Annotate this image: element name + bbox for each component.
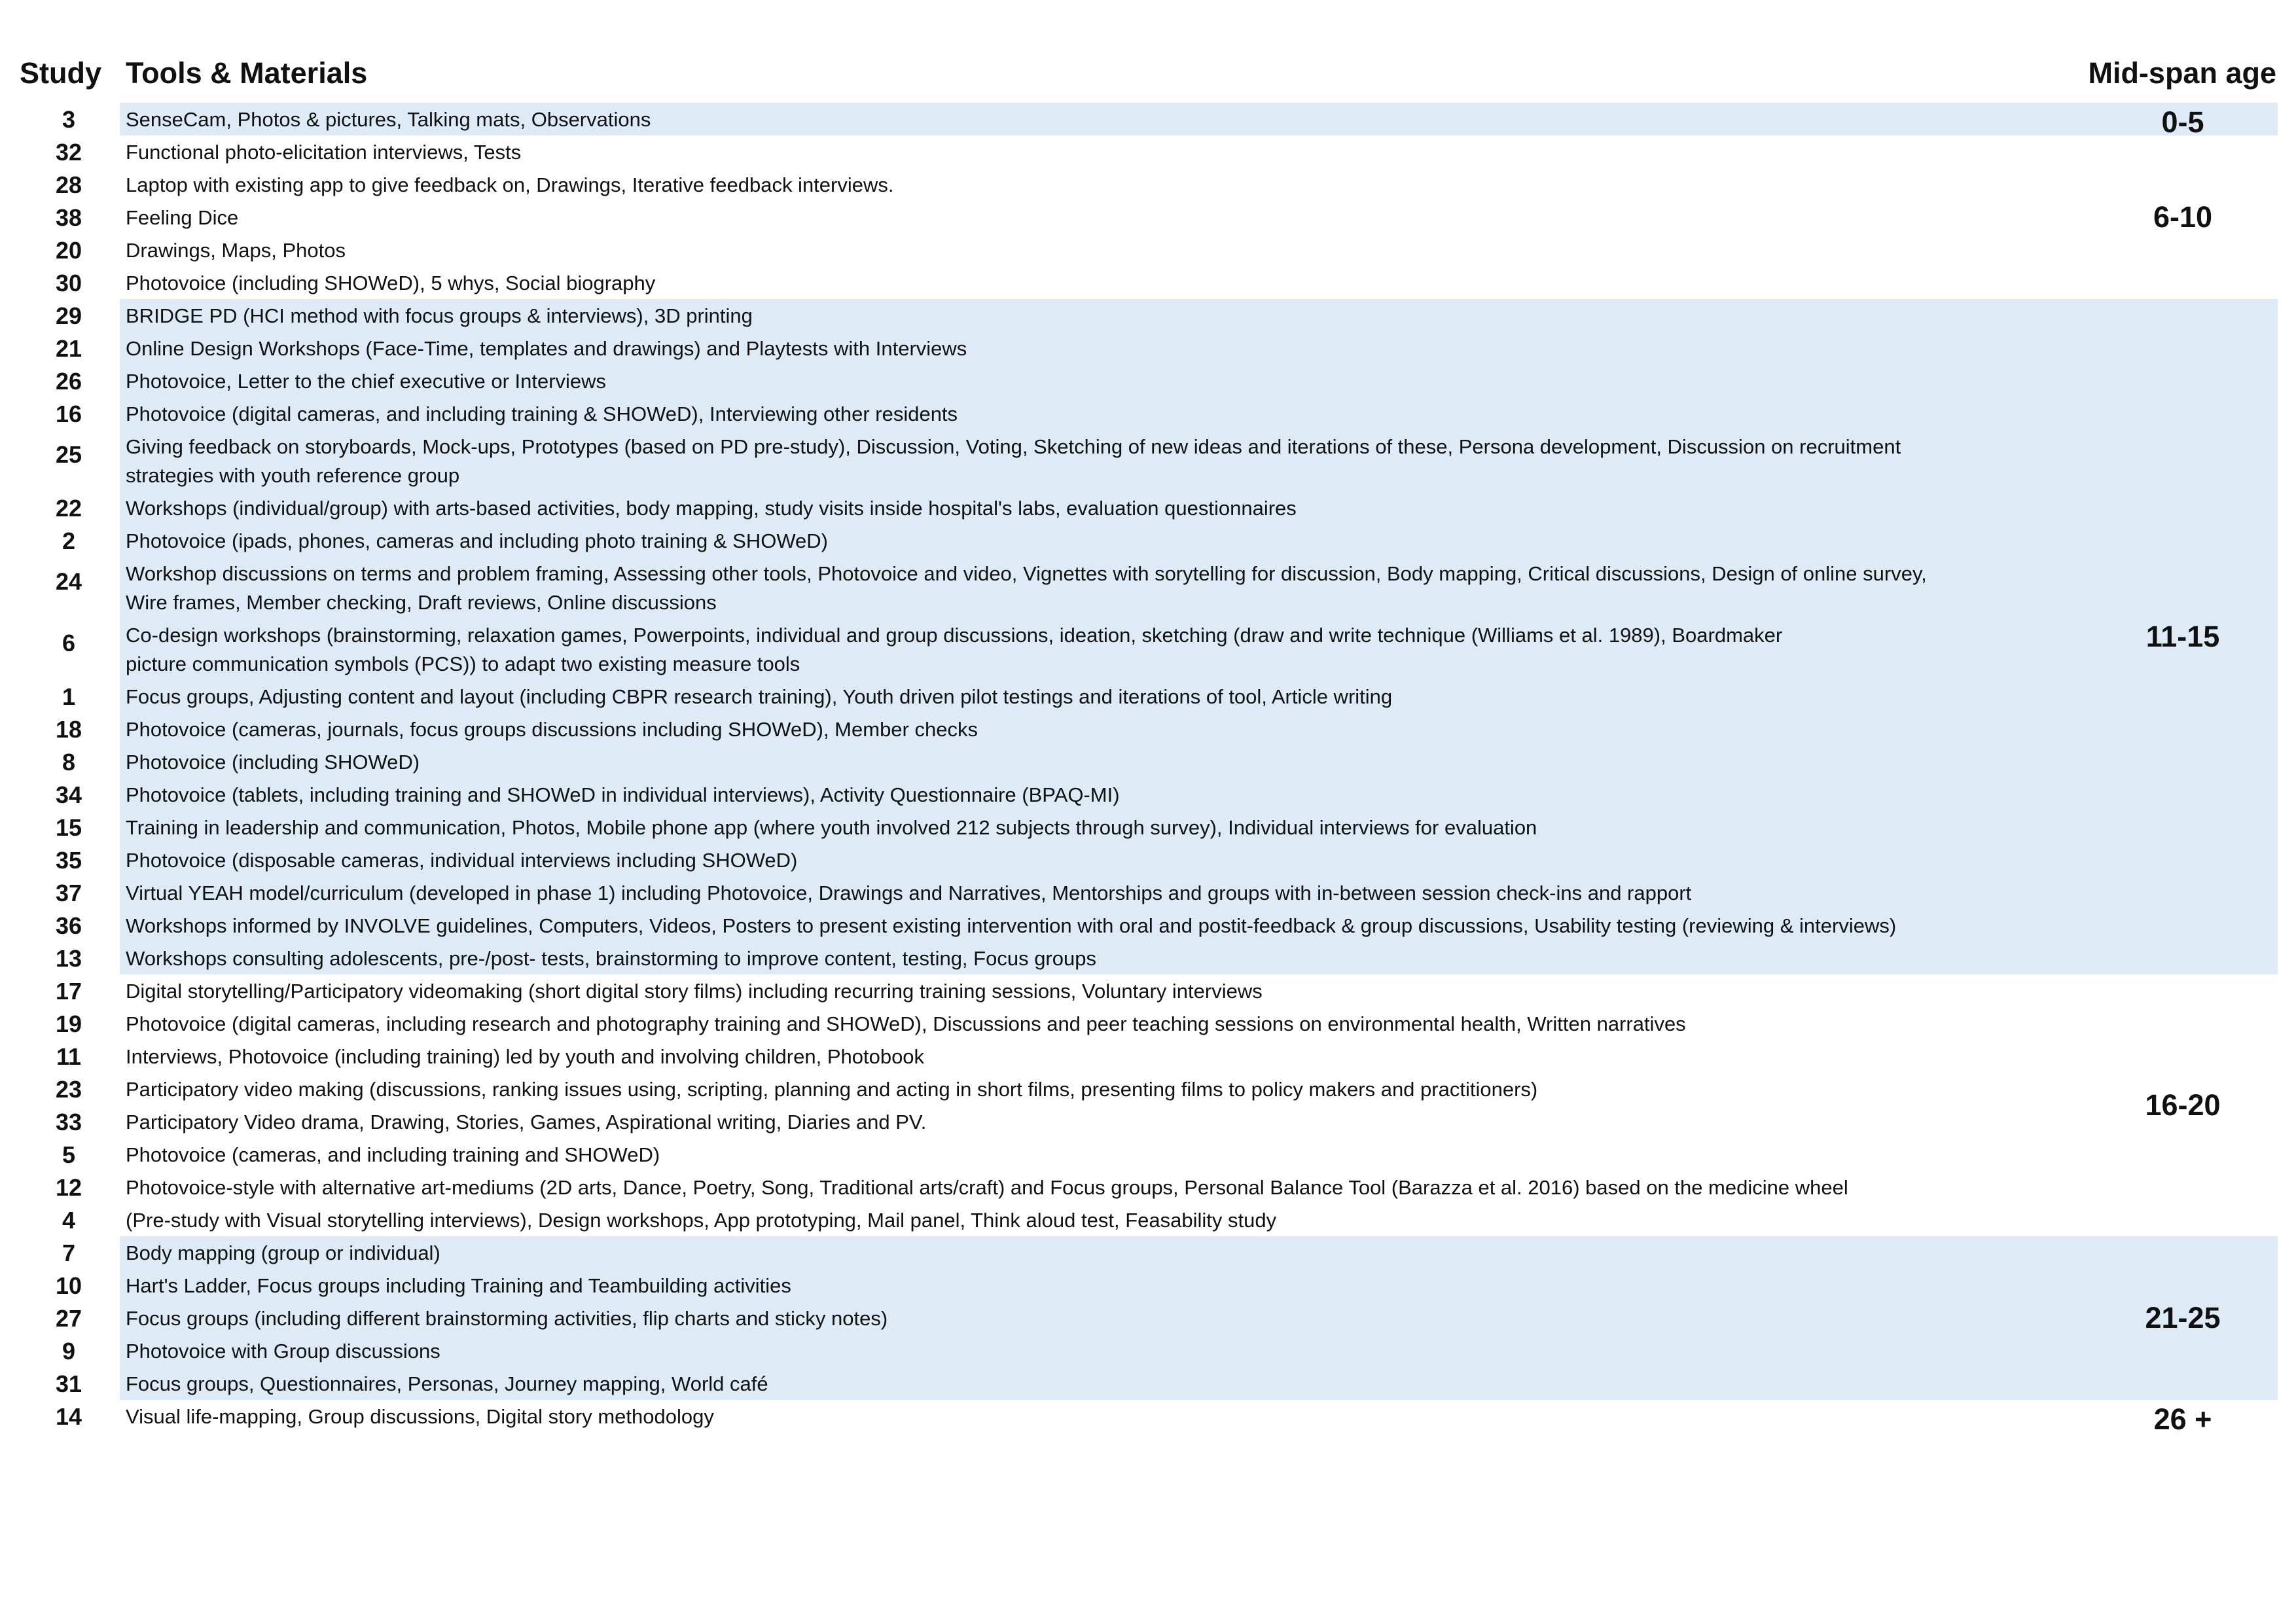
table-row (0, 1073, 2296, 1105)
study-number: 2 (62, 527, 76, 554)
table-row (0, 168, 2296, 201)
study-number: 16 (55, 401, 82, 427)
table-row (0, 778, 2296, 811)
study-number: 7 (62, 1240, 76, 1266)
tools-materials-text: Body mapping (group or individual) (126, 1241, 440, 1264)
study-number: 32 (55, 139, 82, 166)
table-row (0, 909, 2296, 942)
study-number: 17 (55, 978, 82, 1005)
table-row (0, 1138, 2296, 1171)
table-row (0, 1105, 2296, 1138)
table-row (0, 430, 2296, 491)
tools-materials-text: BRIDGE PD (HCI method with focus groups & interviews), 3D printing (126, 304, 753, 327)
table-row (0, 397, 2296, 430)
study-number: 12 (55, 1174, 82, 1201)
study-number: 4 (62, 1207, 76, 1234)
tools-materials-text: Photovoice (cameras, and including training and SHOWeD) (126, 1143, 660, 1166)
study-number: 23 (55, 1076, 82, 1103)
table-row (0, 524, 2296, 557)
age-group (0, 974, 2296, 1236)
table-row (0, 1269, 2296, 1302)
study-number: 21 (55, 335, 82, 362)
tools-materials-text: Focus groups (including different brainstorming activities, flip charts and sticky notes) (126, 1307, 888, 1330)
tools-materials-text: Focus groups, Adjusting content and layout (including CBPR research training), Youth driven pilot testings and iterations of tool, Article writing (126, 685, 1393, 708)
tools-materials-text: picture communication symbols (PCS)) to adapt two existing measure tools (126, 652, 800, 675)
table-row (0, 1367, 2296, 1400)
tools-materials-text: Photovoice-style with alternative art-mediums (2D arts, Dance, Poetry, Song, Traditional arts/craft) and Focus groups, Personal Balance Tool (Barazza et al. 2016) based on the medicine wheel (126, 1176, 1848, 1199)
table-row (0, 1400, 2296, 1433)
tools-materials-text: Photovoice (including SHOWeD) (126, 751, 420, 774)
tools-materials-text: (Pre-study with Visual storytelling interviews), Design workshops, App prototyping, Mail panel, Think aloud test, Feasability study (126, 1209, 1277, 1232)
tools-materials-text: Photovoice, Letter to the chief executive or Interviews (126, 370, 607, 393)
mid-span-age-label: 21-25 (2145, 1301, 2221, 1334)
table-row (0, 713, 2296, 745)
study-number: 28 (55, 171, 82, 198)
study-number: 14 (55, 1403, 82, 1430)
table-row (0, 1302, 2296, 1334)
tools-materials-text: Giving feedback on storyboards, Mock-ups, Prototypes (based on PD pre-study), Discussion, Voting, Sketching of new ideas and iterations of these, Persona development, Discussion on recruitment (126, 435, 1901, 458)
table-row (0, 491, 2296, 524)
study-number: 29 (55, 302, 82, 329)
header-tools-materials: Tools & Materials (126, 56, 368, 90)
tools-materials-text: Co-design workshops (brainstorming, relaxation games, Powerpoints, individual and group discussions, ideation, sketching (draw and write technique (Williams et al. 1989), Boardmaker (126, 624, 1783, 647)
tools-materials-text: Laptop with existing app to give feedback on, Drawings, Iterative feedback interviews. (126, 173, 894, 196)
table-row (0, 1040, 2296, 1073)
tools-materials-text: Photovoice (cameras, journals, focus groups discussions including SHOWeD), Member checks (126, 718, 978, 741)
table-row (0, 266, 2296, 299)
study-number: 11 (56, 1043, 82, 1070)
table-row (0, 1007, 2296, 1040)
tools-materials-text: Photovoice (digital cameras, including research and photography training and SHOWeD), Discussions and peer teaching sessions on environmental health, Written narratives (126, 1012, 1686, 1035)
tools-materials-text: Photovoice (disposable cameras, individual interviews including SHOWeD) (126, 849, 798, 872)
tools-materials-text: Visual life-mapping, Group discussions, Digital story methodology (126, 1405, 714, 1428)
tools-materials-text: Training in leadership and communication, Photos, Mobile phone app (where youth involved 212 subjects through survey), Individual interviews for evaluation (126, 816, 1537, 839)
study-number: 3 (62, 106, 76, 133)
table-row (0, 844, 2296, 876)
header-study: Study (20, 56, 102, 90)
study-number: 15 (55, 814, 82, 841)
table-row (0, 1171, 2296, 1204)
tools-materials-text: Workshops (individual/group) with arts-based activities, body mapping, study visits inside hospital's labs, evaluation questionnaires (126, 497, 1297, 520)
tools-materials-text: Workshops consulting adolescents, pre-/post- tests, brainstorming to improve content, testing, Focus groups (126, 947, 1096, 970)
study-number: 18 (55, 716, 82, 743)
table-row (0, 103, 2296, 135)
header-mid-span-age: Mid-span age (2088, 56, 2276, 90)
tools-materials-text: strategies with youth reference group (126, 464, 460, 487)
study-number: 20 (55, 237, 82, 264)
tools-materials-text: Virtual YEAH model/curriculum (developed in phase 1) including Photovoice, Drawings and Narratives, Mentorships and groups with in-between session check-ins and rapport (126, 882, 1692, 904)
table-row (0, 365, 2296, 397)
tools-materials-text: Hart's Ladder, Focus groups including Training and Teambuilding activities (126, 1274, 791, 1297)
tools-materials-text: SenseCam, Photos & pictures, Talking mats, Observations (126, 108, 651, 131)
mid-span-age-label: 11-15 (2145, 620, 2220, 653)
study-number: 34 (55, 781, 82, 808)
table-row (0, 234, 2296, 266)
table-row (0, 680, 2296, 713)
study-number: 31 (55, 1370, 82, 1397)
tools-materials-text: Photovoice (including SHOWeD), 5 whys, Social biography (126, 272, 656, 294)
table-row (0, 201, 2296, 234)
study-number: 13 (55, 945, 82, 972)
table-row (0, 332, 2296, 365)
study-number: 10 (55, 1272, 82, 1299)
study-number: 25 (55, 441, 82, 468)
table-row (0, 557, 2296, 618)
age-group (0, 103, 2296, 139)
study-number: 36 (55, 912, 82, 939)
study-number: 22 (55, 495, 82, 522)
study-number: 30 (55, 270, 82, 296)
table-row (0, 876, 2296, 909)
table-row (0, 942, 2296, 974)
mid-span-age-label: 16-20 (2145, 1088, 2221, 1122)
table-row (0, 811, 2296, 844)
study-number: 6 (62, 630, 76, 656)
study-number: 19 (55, 1010, 82, 1037)
study-number: 26 (55, 368, 82, 395)
study-number: 5 (62, 1141, 76, 1168)
tools-materials-text: Participatory video making (discussions, ranking issues using, scripting, planning and acting in short films, presenting films to policy makers and practitioners) (126, 1078, 1538, 1101)
mid-span-age-label: 0-5 (2161, 105, 2204, 139)
tools-materials-text: Wire frames, Member checking, Draft reviews, Online discussions (126, 591, 717, 614)
tools-materials-text: Photovoice (ipads, phones, cameras and including photo training & SHOWeD) (126, 529, 828, 552)
table-row (0, 745, 2296, 778)
age-group (0, 1400, 2296, 1436)
study-number: 35 (55, 847, 82, 874)
study-number: 8 (62, 749, 76, 776)
table-row (0, 974, 2296, 1007)
tools-materials-text: Photovoice (digital cameras, and including training & SHOWeD), Interviewing other residents (126, 402, 958, 425)
tools-materials-text: Digital storytelling/Participatory videomaking (short digital story films) including recurring training sessions, Voluntary interviews (126, 980, 1263, 1003)
tools-materials-text: Online Design Workshops (Face-Time, templates and drawings) and Playtests with Interviews (126, 337, 967, 360)
table-row (0, 618, 2296, 680)
tools-materials-text: Photovoice (tablets, including training and SHOWeD in individual interviews), Activity Questionnaire (BPAQ-MI) (126, 783, 1120, 806)
table-row (0, 135, 2296, 168)
tools-materials-text: Functional photo-elicitation interviews, Tests (126, 141, 522, 164)
study-number: 27 (55, 1305, 82, 1332)
tools-materials-text: Workshop discussions on terms and problem framing, Assessing other tools, Photovoice and video, Vignettes with sorytelling for discussion, Body mapping, Critical discussions, Design of online survey, (126, 562, 1927, 585)
age-group (0, 135, 2296, 299)
table-row (0, 1334, 2296, 1367)
tools-materials-text: Participatory Video drama, Drawing, Stories, Games, Aspirational writing, Diaries and PV. (126, 1111, 927, 1133)
age-group (0, 1236, 2296, 1400)
mid-span-age-label: 26 + (2153, 1402, 2212, 1436)
age-group (0, 299, 2296, 974)
tools-materials-text: Drawings, Maps, Photos (126, 239, 346, 262)
tools-materials-text: Focus groups, Questionnaires, Personas, Journey mapping, World café (126, 1372, 768, 1395)
table-row (0, 1236, 2296, 1269)
study-number: 38 (55, 204, 82, 231)
tools-materials-text: Workshops informed by INVOLVE guidelines, Computers, Videos, Posters to present existing intervention with oral and postit-feedback & group discussions, Usability testing (reviewing & interviews) (126, 914, 1897, 937)
tools-materials-text: Photovoice with Group discussions (126, 1340, 440, 1363)
study-number: 9 (62, 1338, 76, 1364)
study-number: 37 (55, 880, 82, 906)
mid-span-age-label: 6-10 (2153, 200, 2213, 234)
table-row (0, 1204, 2296, 1236)
study-number: 24 (55, 568, 82, 595)
tools-materials-text: Feeling Dice (126, 206, 239, 229)
tools-materials-text: Interviews, Photovoice (including training) led by youth and involving children, Photobook (126, 1045, 925, 1068)
study-number: 33 (55, 1109, 82, 1135)
study-number: 1 (62, 683, 76, 710)
table-row (0, 299, 2296, 332)
